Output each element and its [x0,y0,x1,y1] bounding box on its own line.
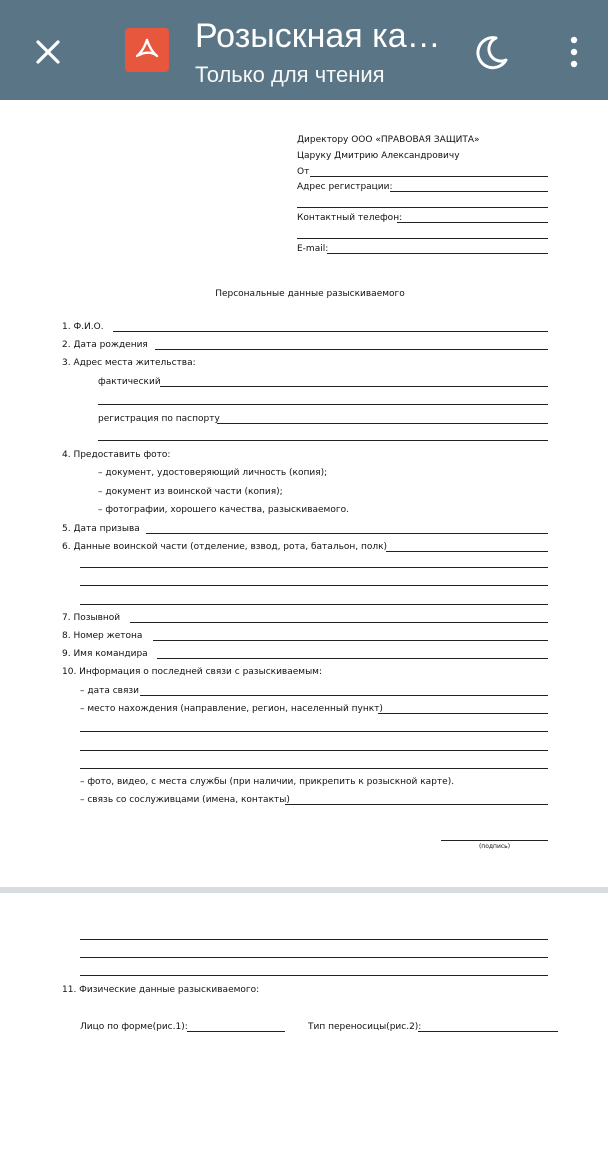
item-6-label: 6. Данные воинской части (отделение, взвод, рота, батальон, полк) [62,542,388,552]
item-10-b: – место нахождения (направление, регион, населенный пункт) [80,704,383,714]
item-10-a: – дата связи [80,686,140,696]
item-10-d-line [285,804,548,805]
item-5-line [146,533,548,534]
item-3-reg-line [217,423,548,424]
item-10-b-line [378,713,548,714]
item-6-line [386,551,548,552]
address-line [390,191,548,192]
item-2-line [155,349,548,350]
page2-line-2 [80,957,548,958]
item-6-line-3 [80,585,548,586]
phone-line [397,222,548,223]
pdf-app-icon [125,28,169,72]
item-6-line-2 [80,567,548,568]
nose-bridge-line [418,1031,558,1032]
item-3-actual-label: фактический [98,377,161,387]
face-shape-label: Лицо по форме(рис.1): [80,1022,188,1032]
more-vertical-icon [560,32,588,72]
item-10-b-line-3 [80,750,548,751]
item-10-label: 10. Информация о последней связи с разыскиваемым: [62,667,323,677]
item-1-line [113,331,548,332]
item-4-label: 4. Предоставить фото: [62,450,171,460]
item-9-label: 9. Имя командира [62,649,148,659]
night-mode-button[interactable] [470,30,514,74]
item-2-label: 2. Дата рождения [62,340,148,350]
section-title: Персональные данные разыскиваемого [215,289,405,299]
item-9-line [157,658,548,659]
document-page-2[interactable] [0,893,608,1174]
recipient-line-1: Директору ООО «ПРАВОВАЯ ЗАЩИТА» [297,135,480,145]
email-label: E-mail: [297,244,329,254]
item-10-b-line-4 [80,768,548,769]
document-title: Розыскная ка… [195,17,441,55]
item-11-label: 11. Физические данные разыскиваемого: [62,985,260,995]
item-3-actual-line [160,386,548,387]
item-6-line-4 [80,604,548,605]
close-button[interactable] [28,32,68,72]
item-10-d: – связь со сослуживцами (имена, контакты) [80,795,290,805]
item-3-label: 3. Адрес места жительства: [62,358,196,368]
recipient-line-2: Царуку Дмитрию Александровичу [297,151,460,161]
from-label: От [297,167,310,177]
item-10-a-line [140,695,548,696]
item-3-actual-line-2 [98,404,548,405]
address-label: Адрес регистрации: [297,182,393,192]
signature-line [441,840,548,841]
item-4-b: – документ из воинской части (копия); [98,487,283,497]
item-4-a: – документ, удостоверяющий личность (копия); [98,468,328,478]
item-8-label: 8. Номер жетона [62,631,143,641]
phone-line-2 [297,238,548,239]
more-options-button[interactable] [560,32,588,72]
document-page-1[interactable] [0,100,608,887]
item-7-label: 7. Позывной [62,613,121,623]
item-10-b-line-2 [80,731,548,732]
item-8-line [153,640,548,641]
moon-icon [470,30,514,74]
app-bar [0,0,608,100]
pdf-icon [125,28,169,72]
page2-line-3 [80,975,548,976]
item-3-reg-line-2 [98,440,548,441]
item-1-label: 1. Ф.И.О. [62,322,104,332]
nose-bridge-label: Тип переносицы(рис.2): [308,1022,422,1032]
from-line [310,176,548,177]
email-line [327,253,548,254]
item-10-c: – фото, видео, с места службы (при наличии, прикрепить к розыскной карте). [80,777,455,787]
face-shape-line [187,1031,285,1032]
address-line-2 [297,207,548,208]
item-7-line [130,622,548,623]
close-icon [28,32,68,72]
page2-line-1 [80,939,548,940]
item-4-c: – фотографии, хорошего качества, разыскиваемого. [98,505,349,515]
phone-label: Контактный телефон: [297,213,403,223]
item-3-reg-label: регистрация по паспорту [98,414,220,424]
item-5-label: 5. Дата призыва [62,524,140,534]
read-only-label: Только для чтения [195,62,385,87]
signature-caption: (подпись) [478,843,511,850]
